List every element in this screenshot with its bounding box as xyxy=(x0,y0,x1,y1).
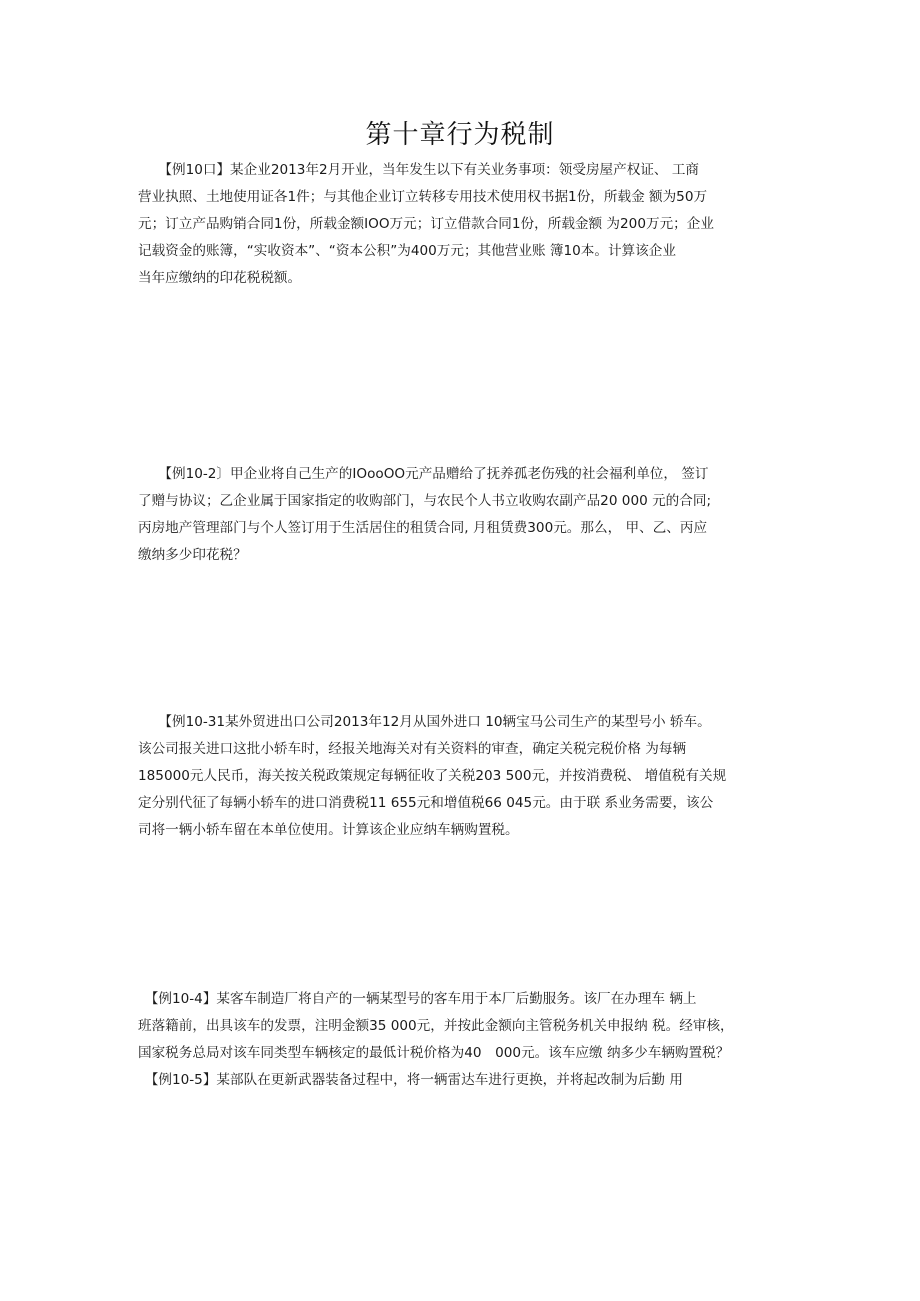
example-line: 【例10-2〕甲企业将自己生产的IOooOO元产品赠给了抚养孤老伤残的社会福利单位， 签订 xyxy=(138,466,709,482)
example-line: 【例10口】某企业2013年2月开业，当年发生以下有关业务事项：领受房屋产权证、 工商 xyxy=(138,162,700,178)
page-title: 第十章行为税制 xyxy=(365,120,555,150)
example-line: 国家税务总局对该车同类型车辆核定的最低计税价格为40 000元。该车应缴 纳多少车辆购置税？ xyxy=(138,1045,730,1061)
example-line: 丙房地产管理部门与个人签订用于生活居住的租赁合同, 月租赁费300元。那么， 甲、乙、丙应 xyxy=(138,520,708,536)
example-line: 185000元人民币，海关按关税政策规定每辆征收了关税203 500元，并按消费税、 增值税有关规 xyxy=(138,768,727,784)
example-10-3 xyxy=(138,709,788,844)
example-line: 缴纳多少印花税？ xyxy=(138,547,247,563)
example-line: 营业执照、土地使用证各1件；与其他企业订立转移专用技术使用权书据1份，所载金 额为50万 xyxy=(138,189,708,205)
example-line: 该公司报关进口这批小轿车时，经报关地海关对有关资料的审查，确定关税完税价格 为每辆 xyxy=(138,741,687,757)
example-line: 当年应缴纳的印花税税额。 xyxy=(138,270,302,286)
example-line: 司将一辆小轿车留在本单位使用。计算该企业应纳车辆购置税。 xyxy=(138,822,519,838)
example-line: 【例10-5】某部队在更新武器装备过程中，将一辆雷达车进行更换，并将起改制为后勤 用 xyxy=(138,1072,683,1088)
example-10-5 xyxy=(138,1067,788,1094)
example-line: 了赠与协议；乙企业属于国家指定的收购部门，与农民个人书立收购农副产品20 000 元的合同; xyxy=(138,493,712,509)
example-line: 定分别代征了每辆小轿车的进口消费税11 655元和增值税66 045元。由于联 系业务需要，该公 xyxy=(138,795,714,811)
example-line: 【例10-4】某客车制造厂将自产的一辆某型号的客车用于本厂后勤服务。该厂在办理车 辆上 xyxy=(138,991,697,1007)
example-line: 元；订立产品购销合同1份，所载金额IOO万元；订立借款合同1份，所载金额 为200万元；企业 xyxy=(138,216,714,232)
example-line: 班落籍前，出具该车的发票，注明金额35 000元，并按此金额向主管税务机关申报纳 税。经审核， xyxy=(138,1018,734,1034)
example-10-2 xyxy=(138,461,788,569)
example-line: 记载资金的账簿，“实收资本”、“资本公积”为400万元；其他营业账 簿10本。计算该企业 xyxy=(138,243,676,259)
example-line: 【例10-31某外贸进出口公司2013年12月从国外进口 10辆宝马公司生产的某型号小 轿车。 xyxy=(138,714,711,730)
example-10-4 xyxy=(138,986,788,1067)
example-10-1 xyxy=(138,157,788,292)
